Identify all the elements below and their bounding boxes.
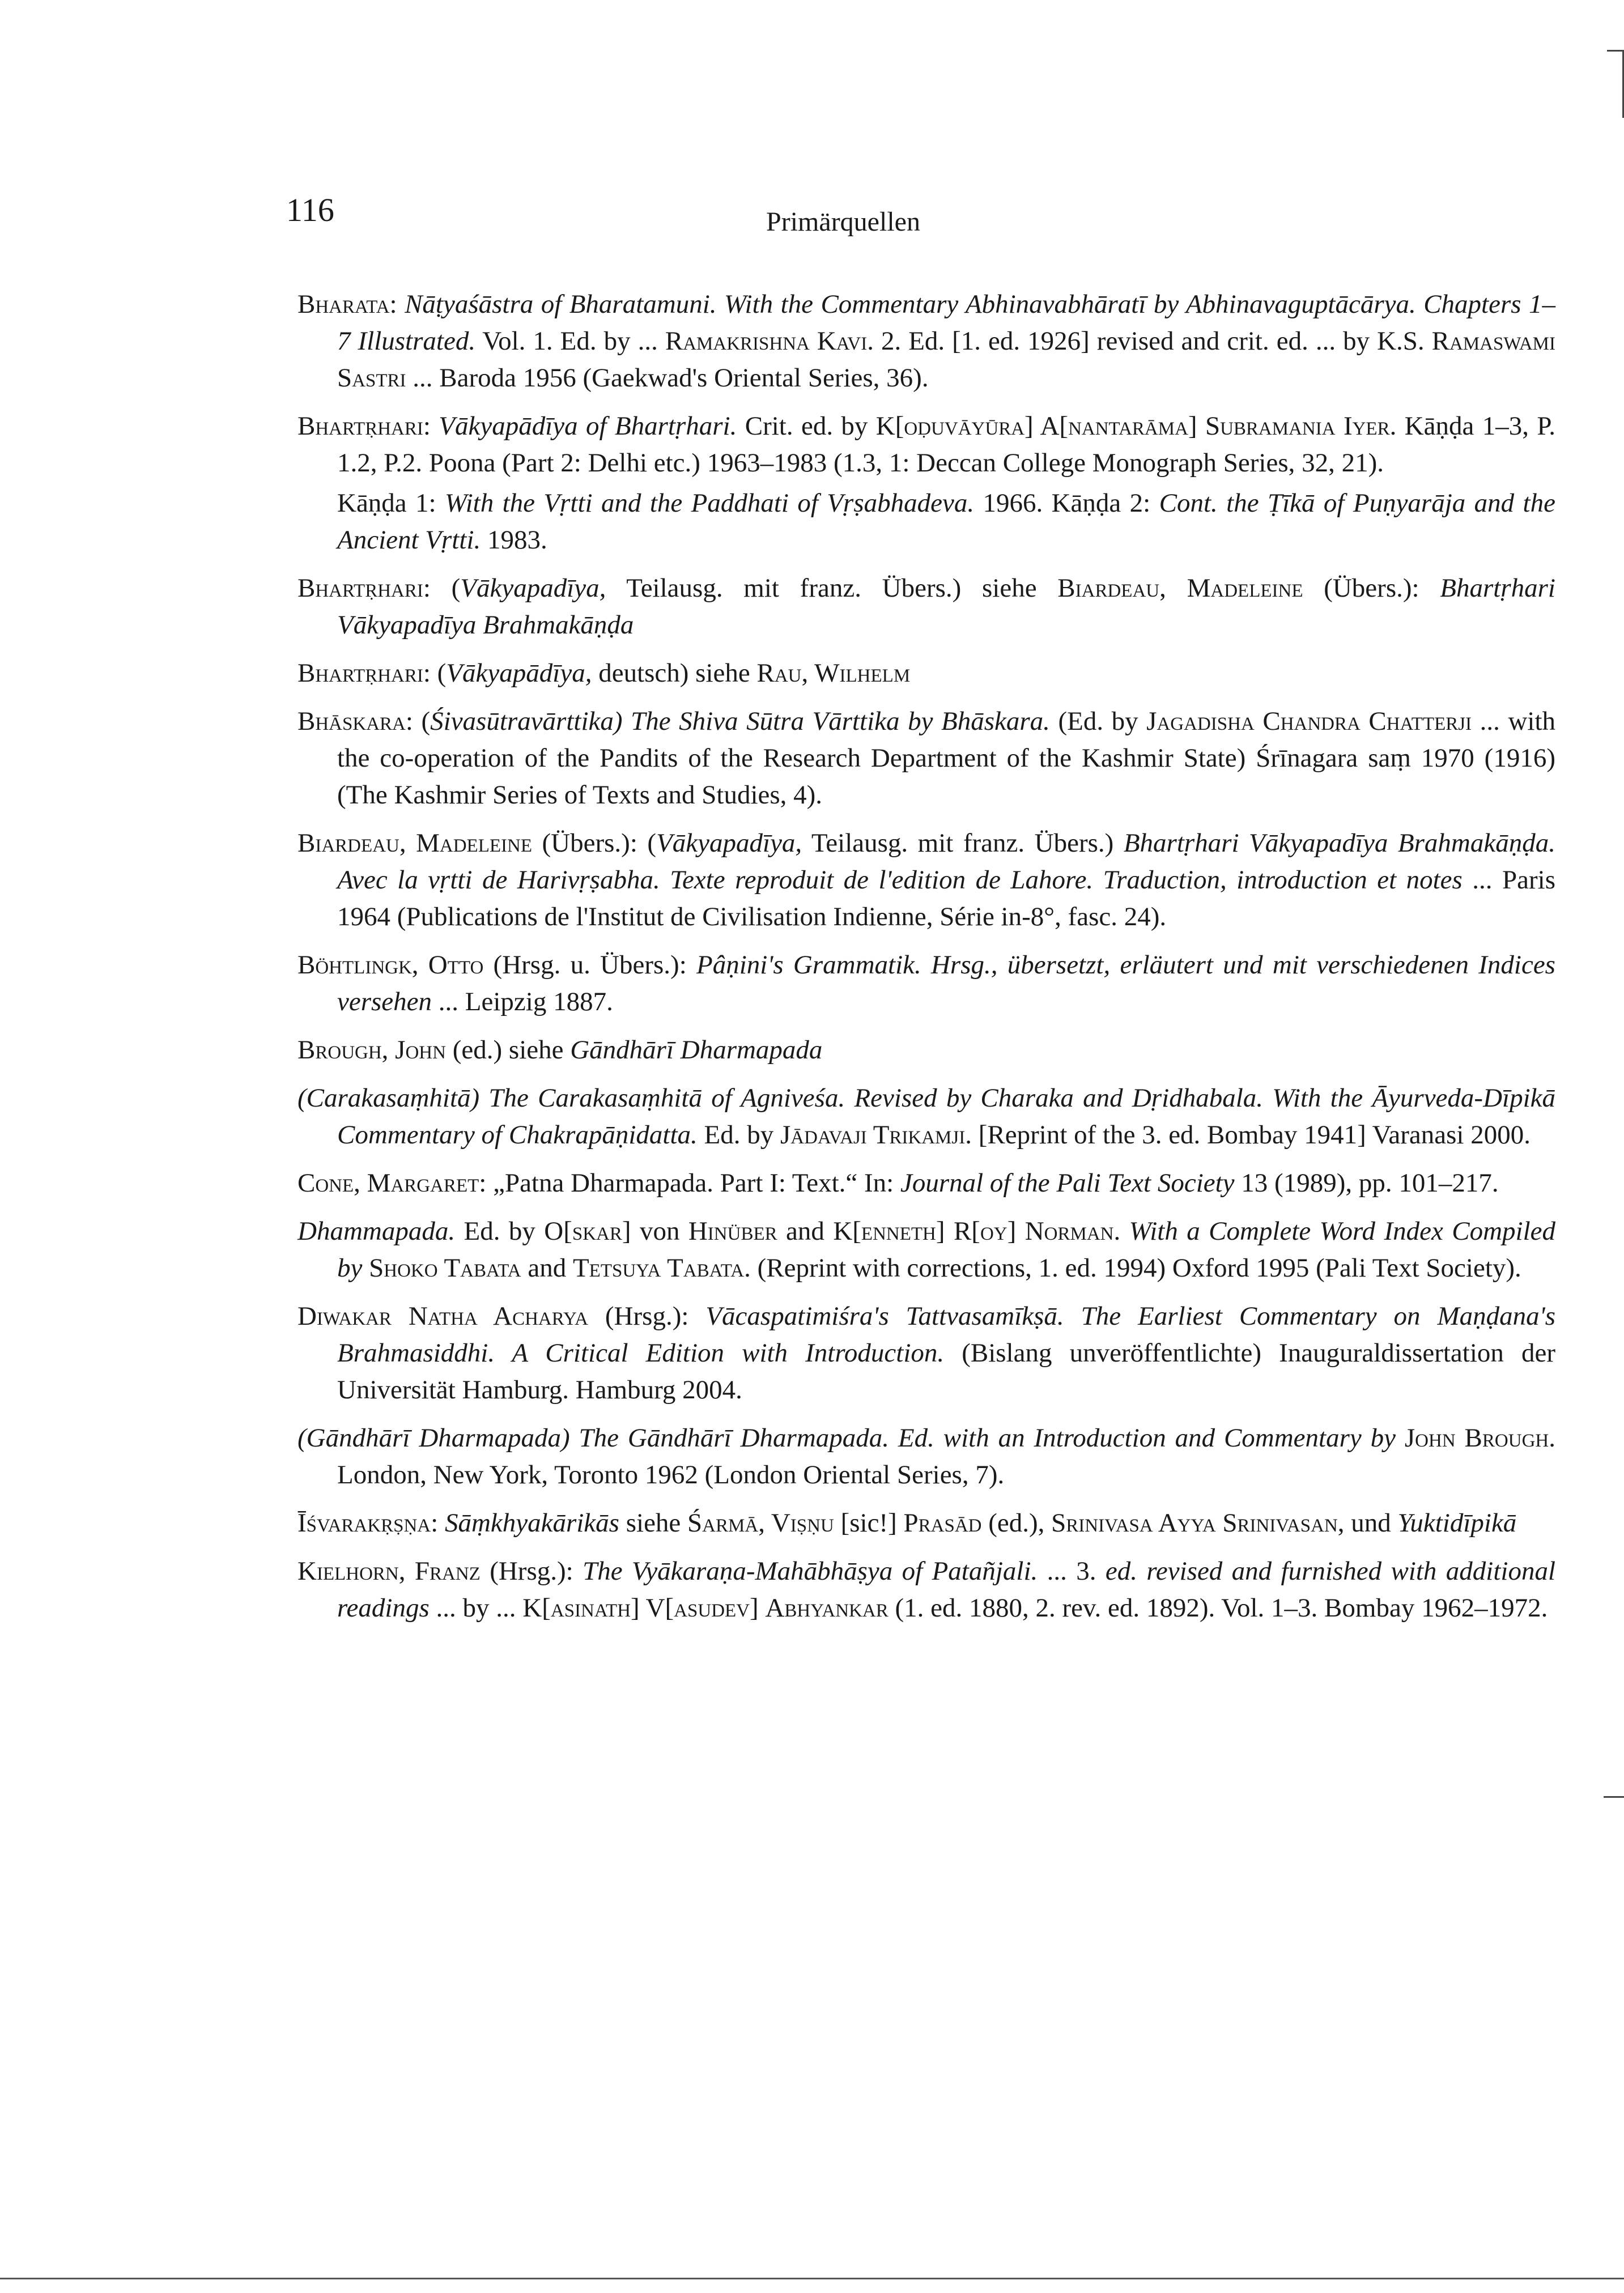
title: Gāndhārī Dharmapada (570, 1035, 823, 1065)
text: 13 (1989), pp. 101–217. (1234, 1168, 1499, 1198)
title: Vākyapadīya, (656, 828, 802, 858)
editor: Shoko Tabata (369, 1253, 521, 1283)
title: Bhartṛhari Vākyapadīya Brahmakāṇḍa (337, 573, 1555, 640)
author: Bhartṛhari (297, 573, 423, 603)
text: 1966. Kāṇḍa 2: (974, 488, 1159, 518)
bib-entry-dhammapada (297, 1213, 1555, 1287)
bib-entry-bhartrhari-2 (297, 570, 1555, 644)
text: (Übers.): (1303, 573, 1440, 603)
text: deutsch) siehe (592, 658, 757, 688)
text: Vol. 1. Ed. by ... (475, 326, 665, 356)
cross-ref-author: Rau, Wilhelm (756, 658, 911, 688)
author: Bhartṛhari (297, 658, 423, 688)
name-part: asinath (550, 1593, 631, 1623)
bib-entry-bharata (297, 286, 1555, 397)
editor: Tetsuya Tabata (572, 1253, 745, 1283)
text: and (521, 1253, 573, 1283)
title: Yuktidīpikā (1397, 1508, 1517, 1538)
editor: Norman (1024, 1216, 1114, 1246)
text: 1983. (481, 525, 547, 555)
text: ... by ... K[ (429, 1593, 551, 1623)
text: ] R[ (936, 1216, 980, 1246)
bib-entry-brough (297, 1032, 1555, 1069)
text: ... with the co-operation of the Pandits of the Research Department of the Kashmir State) Śrīnagara saṃ 1970 (1916) (The Kashmir Series of Texts and Studies, 4). (337, 707, 1556, 810)
text: . (Reprint with corrections, 1. ed. 1994) Oxford 1995 (Pali Text Society). (744, 1253, 1521, 1283)
bib-entry-biardeau (297, 825, 1555, 935)
title: Vākyapadīya, (460, 573, 606, 603)
text: (ed.) siehe (445, 1035, 571, 1065)
scan-margin-mark (1607, 50, 1624, 118)
cross-ref-author: Śarmā, Viṣṇu (687, 1508, 834, 1538)
text: : (431, 1508, 445, 1538)
title: The Vyākaraṇa-Mahābhāṣya of Patañjali. (583, 1556, 1038, 1586)
text: : (389, 290, 405, 319)
title: Pâṇini's Grammatik. Hrsg., übersetzt, erläutert und mit verschiedenen Indices versehen (337, 950, 1555, 1016)
name-part: enneth (861, 1216, 936, 1246)
title: ed. revised and furnished with additional readings (337, 1556, 1556, 1623)
bib-entry-gandhari (297, 1420, 1555, 1494)
text: ... Baroda 1956 (Gaekwad's Oriental Series, 36). (406, 363, 929, 393)
text: Crit. ed. by K[ (737, 411, 904, 441)
text: ... 3. (1038, 1556, 1106, 1586)
text: ] A[ (1024, 411, 1069, 441)
author: Cone, Margaret (297, 1168, 479, 1198)
author: Bhartṛhari (297, 411, 423, 441)
editor: Jādavaji Trikamji (780, 1120, 966, 1150)
text: (Bislang unveröffentlichte) Inauguraldissertation der Universität Hamburg. Hamburg 2004. (337, 1338, 1555, 1405)
title: Bhartṛhari Vākyapadīya Brahmakāṇḍa. Avec la vṛtti de Harivṛṣabha. Texte reproduit de l'edition de Lahore. Traduction, introduction et notes (337, 828, 1555, 895)
text: (Ed. by (1049, 707, 1147, 736)
editor: Hinüber (688, 1216, 777, 1246)
bib-entry-isvarakrsna (297, 1505, 1555, 1542)
editor: Subramania Iyer (1205, 411, 1390, 441)
text: (Übers.): ( (532, 828, 657, 858)
bib-entry-kielhorn (297, 1553, 1555, 1627)
author: Diwakar Natha Acharya (297, 1301, 588, 1331)
cross-ref-author: Srinivasa Ayya Srinivasan (1051, 1508, 1338, 1538)
name-part: skar (572, 1216, 622, 1246)
text: ... Paris 1964 (Publications de l'Institut de Civilisation Indienne, Série in-8°, fasc. 24). (337, 865, 1555, 931)
text: (Hrsg. u. Übers.): (483, 950, 696, 980)
editor: Abhyankar (765, 1593, 888, 1623)
editor: Jagadisha Chandra Chatterji (1146, 707, 1472, 736)
text: Teilausg. mit franz. Übers.) siehe (606, 573, 1058, 603)
title: Vākyapādīya, (446, 658, 592, 688)
bib-entry-carakasamhita (297, 1080, 1555, 1154)
title: Vācaspatimiśra's Tattvasamīkṣā. The Earliest Commentary on Maṇḍana's Brahmasiddhi. A Critical Edition with Introduction. (337, 1301, 1555, 1368)
text: ] V[ (631, 1593, 674, 1623)
scan-margin-mark (1604, 1796, 1624, 1798)
author: Īśvarakṛṣṇa (297, 1508, 431, 1538)
name-part: oḍuvāyūra (904, 411, 1025, 441)
editor: John Brough (1404, 1423, 1549, 1453)
name-part: oy (980, 1216, 1007, 1246)
author: Bhāskara (297, 707, 406, 736)
text: ] von (622, 1216, 688, 1246)
text: , und (1337, 1508, 1398, 1538)
title: Nāṭyaśāstra of Bharatamuni. With the Commentary Abhinavabhāratī by Abhinavaguptācārya. Chapters 1–7 Illustrated. (337, 290, 1555, 356)
text: (Hrsg.): (480, 1556, 583, 1586)
editor: Ramaswami Sastri (337, 326, 1556, 393)
cross-ref-author: Biardeau, Madeleine (1057, 573, 1303, 603)
title: Cont. the Ṭīkā of Puṇyarāja and the Ancient Vṛtti. (337, 488, 1555, 555)
title: Sāṃkhyakārikās (444, 1508, 619, 1538)
text: (Hrsg.): (588, 1301, 706, 1331)
text: . (1113, 1216, 1129, 1246)
name-part: asudev (674, 1593, 750, 1623)
text: . London, New York, Toronto 1962 (London Oriental Series, 7). (337, 1423, 1555, 1490)
text: : ( (405, 707, 431, 736)
title: With a Complete Word Index Compiled by (337, 1216, 1555, 1283)
running-head: Primärquellen (766, 207, 920, 237)
text: : ( (423, 573, 461, 603)
author: Biardeau, Madeleine (297, 828, 533, 858)
bib-entry-boehtlingk (297, 947, 1555, 1020)
name-part: nantarāma (1068, 411, 1188, 441)
editor: Ramakrishna Kavi (665, 326, 868, 356)
cross-ref-author: Prasād (903, 1508, 982, 1538)
text: and K[ (777, 1216, 861, 1246)
title: Dhammapada. (297, 1216, 456, 1246)
bib-entry-bhaskara (297, 703, 1555, 814)
text: . Kāṇḍa 1–3, P. 1.2, P.2. Poona (Part 2: Delhi etc.) 1963–1983 (1.3, 1: Deccan College Monograph Series, 32, 21). (337, 411, 1556, 478)
bib-entry-diwakar (297, 1298, 1555, 1409)
text (362, 1253, 369, 1283)
bibliography-list (297, 286, 1555, 1638)
text: (1. ed. 1880, 2. rev. ed. 1892). Vol. 1–3. Bombay 1962–1972. (888, 1593, 1548, 1623)
bottom-rule (0, 2278, 1624, 2279)
text: : (423, 411, 439, 441)
bib-entry-bhartrhari-3 (297, 655, 1555, 692)
bib-entry-bhartrhari-1 (297, 408, 1555, 482)
page-number: 116 (286, 192, 334, 228)
author: Böhtlingk, Otto (297, 950, 484, 980)
journal: Journal of the Pali Text Society (900, 1168, 1235, 1198)
text: [sic!] (834, 1508, 904, 1538)
text: (ed.), (981, 1508, 1052, 1538)
text: Teilausg. mit franz. Übers.) (802, 828, 1124, 858)
text: ... Leipzig 1887. (432, 987, 613, 1016)
text: siehe (619, 1508, 688, 1538)
author: Kielhorn, Franz (297, 1556, 481, 1586)
bib-subentry-bhartrhari-1 (297, 485, 1555, 559)
text: Kāṇḍa 1: (337, 488, 445, 518)
text: Ed. by O[ (455, 1216, 572, 1246)
text (1396, 1423, 1405, 1453)
author: Bharata (297, 290, 390, 319)
title: (Gāndhārī Dharmapada) The Gāndhārī Dharmapada. Ed. with an Introduction and Commentary by (297, 1423, 1396, 1453)
text: Ed. by (697, 1120, 781, 1150)
text: : „Patna Dharmapada. Part I: Text.“ In: (479, 1168, 900, 1198)
title: With the Vṛtti and the Paddhati of Vṛṣabhadeva. (445, 488, 975, 518)
author: Brough, John (297, 1035, 446, 1065)
text: ] (1188, 411, 1205, 441)
title: Vākyapādīya of Bhartṛhari. (439, 411, 737, 441)
title: (Carakasaṃhitā) The Carakasaṃhitā of Agniveśa. Revised by Charaka and Dṛidhabala. With the Āyurveda-Dīpikā Commentary of Chakrapāṇidatta. (297, 1083, 1555, 1150)
bib-entry-cone (297, 1165, 1555, 1202)
title: Śivasūtravārttika) The Shiva Sūtra Vārttika by Bhāskara. (430, 707, 1050, 736)
text: . 2. Ed. [1. ed. 1926] revised and crit. ed. ... by K.S. (867, 326, 1432, 356)
text: ] (1007, 1216, 1025, 1246)
text: ] (750, 1593, 766, 1623)
text: . [Reprint of the 3. ed. Bombay 1941] Varanasi 2000. (965, 1120, 1531, 1150)
text: : ( (423, 658, 447, 688)
